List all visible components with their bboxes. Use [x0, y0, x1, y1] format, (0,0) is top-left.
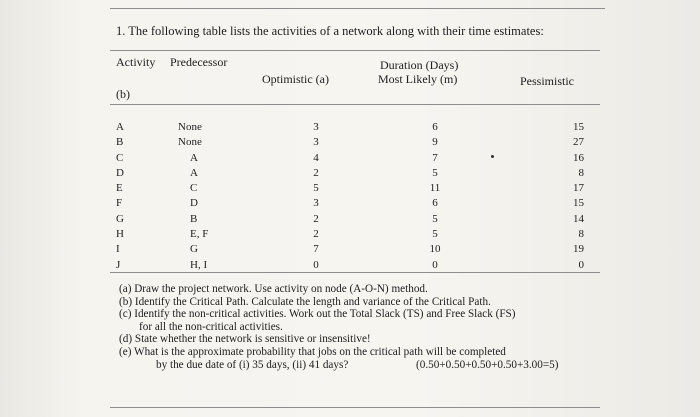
table-cell: 15	[573, 121, 584, 133]
header-most-likely: Most Likely (m)	[378, 72, 458, 86]
table-cell: 5	[432, 166, 438, 179]
header-predecessor: Predecessor	[170, 55, 228, 69]
part-b: (b) Identify the Critical Path. Calculate the length and variance of the Critical Path.	[119, 295, 491, 308]
table-cell: J	[116, 258, 121, 271]
header-top-rule	[110, 50, 600, 51]
part-d: (d) State whether the network is sensitive or insensitive!	[119, 333, 371, 346]
table-cell: 5	[313, 182, 319, 195]
table-cell: 0	[313, 258, 319, 271]
table-cell: I	[116, 243, 120, 256]
table-cell: 0	[432, 258, 438, 271]
table-cell: 3	[313, 136, 319, 149]
header-duration-group: Duration (Days)	[380, 58, 459, 72]
stray-dot	[491, 155, 494, 158]
table-cell: 7	[313, 243, 319, 256]
table-cell: D	[116, 166, 124, 179]
pessimistic-column	[560, 120, 584, 273]
table-cell: 3	[313, 121, 319, 133]
part-a: (a) Draw the project network. Use activity on node (A-O-N) method.	[119, 283, 428, 295]
table-cell: C	[116, 151, 124, 164]
table-cell: B	[116, 136, 124, 149]
table-cell: H, I	[190, 258, 208, 271]
part-e-line-2: by the due date of (i) 35 days, (ii) 41 days?	[156, 358, 349, 371]
table-cell: 5	[432, 212, 438, 225]
top-rule	[110, 8, 605, 9]
table-cell: B	[190, 212, 198, 225]
table-cell: 2	[313, 166, 319, 179]
table-cell: 11	[429, 182, 441, 195]
table-cell: 16	[573, 151, 584, 164]
part-e-line-2-row	[119, 358, 559, 372]
table-cell: 3	[313, 197, 319, 210]
table-cell: 0	[578, 258, 584, 271]
table-cell: 19	[573, 243, 584, 256]
table-cell: A	[116, 121, 124, 133]
table-cell: A	[190, 166, 198, 179]
table-cell: 27	[573, 136, 584, 149]
table-cell: 7	[432, 151, 438, 164]
header-activity: Activity	[116, 55, 156, 69]
header-pessimistic: Pessimistic	[520, 74, 575, 88]
table-cell: 2	[313, 212, 319, 225]
table-cell: 17	[573, 182, 584, 195]
header-bottom-rule	[110, 104, 600, 105]
table-cell: 9	[432, 136, 438, 149]
table-bottom-rule	[110, 272, 600, 273]
predecessor-column	[178, 120, 222, 273]
part-e-hint: (0.50+0.50+0.50+0.50+3.00=5)	[416, 358, 559, 371]
table-cell: D	[190, 197, 198, 210]
table-cell: 14	[573, 212, 584, 225]
bottom-rule	[110, 407, 600, 408]
table-cell: 5	[432, 228, 438, 241]
table-cell: C	[190, 182, 198, 195]
table-cell: 15	[573, 197, 584, 210]
table-cell: F	[116, 197, 123, 210]
question-parts	[119, 283, 559, 371]
most-likely-column	[424, 120, 446, 273]
table-cell: A	[190, 151, 198, 164]
part-c-line-2: for all the non-critical activities.	[139, 320, 283, 333]
table-cell: H	[116, 228, 124, 241]
header-optimistic: Optimistic (a)	[262, 72, 329, 86]
optimistic-column	[309, 120, 323, 273]
table-cell: 6	[432, 121, 438, 133]
table-cell: 4	[313, 151, 319, 164]
header-sub-b: (b)	[116, 87, 130, 101]
table-cell: E	[116, 182, 123, 195]
part-c-line-1: (c) Identify the non-critical activities. Work out the Total Slack (TS) and Free Slack (FS)	[119, 308, 516, 321]
table-cell: 2	[313, 228, 319, 241]
table-cell: G	[116, 212, 124, 225]
table-cell: 8	[578, 228, 584, 241]
table-cell: None	[178, 121, 202, 133]
table-cell: 10	[429, 243, 441, 256]
part-e-line-1: (e) What is the approximate probability that jobs on the critical path will be completed	[119, 345, 506, 358]
activity-column	[116, 120, 130, 273]
table-cell: 8	[578, 166, 584, 179]
question-title: 1. The following table lists the activities of a network along with their time estimates:	[116, 24, 544, 38]
table-cell: None	[178, 136, 202, 149]
table-cell: G	[190, 243, 198, 256]
table-cell: E, F	[190, 228, 209, 241]
table-cell: 6	[432, 197, 438, 210]
